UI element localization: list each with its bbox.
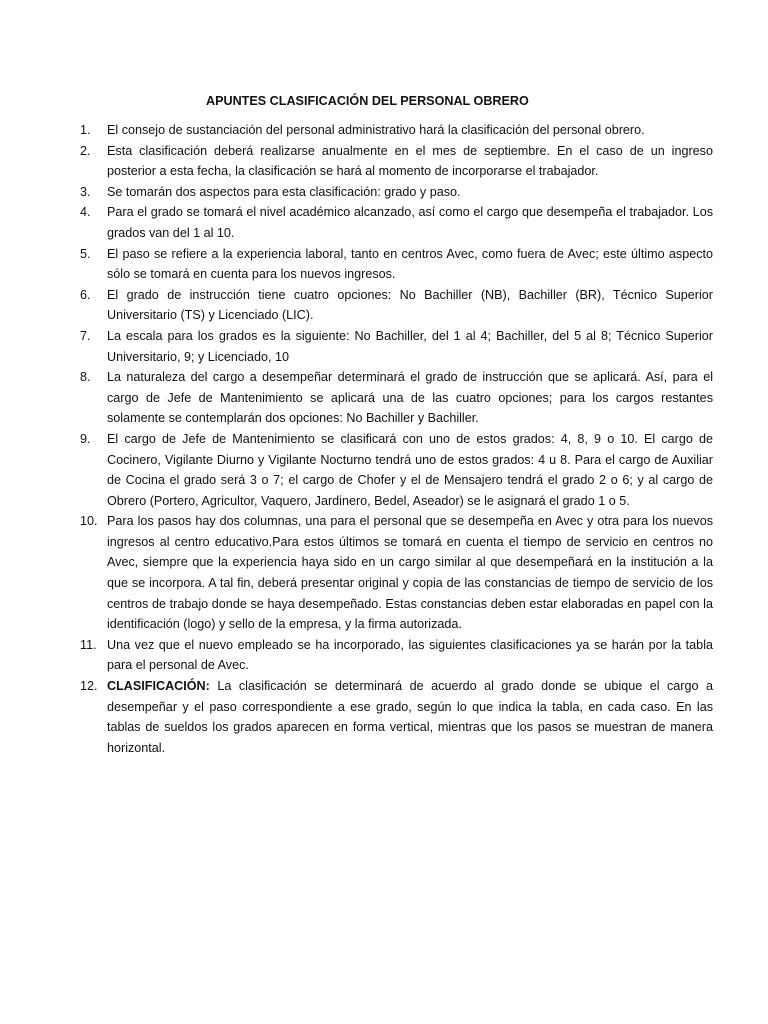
list-item <box>80 676 713 758</box>
list-item <box>80 511 713 635</box>
list-item <box>80 285 713 326</box>
item-text: El consejo de sustanciación del personal administrativo hará la clasificación del personal obrero. <box>107 123 645 137</box>
list-item <box>80 367 713 429</box>
item-number: 10. <box>80 514 98 529</box>
item-number: 8. <box>80 370 91 385</box>
item-number: 7. <box>80 328 91 343</box>
list-item <box>80 635 713 676</box>
list-item <box>80 202 713 243</box>
item-text: La naturaleza del cargo a desempeñar determinará el grado de instrucción que se aplicará. Así, para el cargo de Jefe de Mantenimiento se aplicará una de las cuatro opciones; para los cargos restantes solamente se contemplarán dos opciones: No Bachiller y Bachiller. <box>107 370 713 426</box>
item-text: El cargo de Jefe de Mantenimiento se clasificará con uno de estos grados: 4, 8, 9 o 10. El cargo de Cocinero, Vigilante Diurno y Vigilante Nocturno tendrá uno de estos grados: 4 u 8. Para el cargo de Auxiliar de Cocina el grado será 3 o 7; el cargo de Chofer y el de Mensajero tendrá el grado 2 o 6; y al cargo de Obrero (Portero, Agricultor, Vaquero, Jardinero, Bedel, Aseador) se le asignará el grado 1 o 5. <box>107 431 713 508</box>
numbered-list <box>80 120 713 758</box>
item-text: El paso se refiere a la experiencia laboral, tanto en centros Avec, como fuera de Avec; este último aspecto sólo se tomará en cuenta para los nuevos ingresos. <box>107 246 713 282</box>
item-number: 11. <box>80 637 97 652</box>
item-number: 1. <box>80 123 91 137</box>
item-number: 4. <box>80 205 91 220</box>
list-item <box>80 120 713 141</box>
list-item <box>80 326 713 367</box>
list-item <box>80 182 713 203</box>
item-text: Esta clasificación deberá realizarse anualmente en el mes de septiembre. En el caso de un ingreso posterior a esta fecha, la clasificación se hará al momento de incorporarse el trabajador. <box>107 143 713 179</box>
list-item <box>80 141 713 182</box>
list-item <box>80 429 713 511</box>
item-text: La escala para los grados es la siguiente: No Bachiller, del 1 al 4; Bachiller, del 5 al 8; Técnico Superior Universitario, 9; y Licenciado, 10 <box>107 328 713 364</box>
item-number: 12. <box>80 679 98 694</box>
list-item <box>80 244 713 285</box>
item-number: 9. <box>80 431 91 446</box>
item-text: Para el grado se tomará el nivel académico alcanzado, así como el cargo que desempeña el trabajador. Los grados van del 1 al 10. <box>107 205 713 240</box>
item-text: La clasificación se determinará de acuerdo al grado donde se ubique el cargo a desempeñar y el paso correspondiente a ese grado, según lo que indica la tabla, en cada caso. En las tablas de sueldos los grados aparecen en forma vertical, mientras que los pasos se muestran de manera horizontal. <box>107 679 713 755</box>
item-number: 5. <box>80 246 91 261</box>
item-text: Una vez que el nuevo empleado se ha incorporado, las siguientes clasificaciones ya se harán por la tabla para el personal de Avec. <box>107 637 713 673</box>
item-bold-lead: CLASIFICACIÓN: <box>107 679 210 694</box>
document-title: APUNTES CLASIFICACIÓN DEL PERSONAL OBRERO <box>206 94 529 108</box>
item-text: El grado de instrucción tiene cuatro opciones: No Bachiller (NB), Bachiller (BR), Técnico Superior Universitario (TS) y Licenciado (LIC). <box>107 287 713 323</box>
item-number: 3. <box>80 184 91 199</box>
item-number: 2. <box>80 143 91 158</box>
item-text: Para los pasos hay dos columnas, una para el personal que se desempeña en Avec y otra para los nuevos ingresos al centro educativo.Para estos últimos se tomará en cuenta el tiempo de servicio en centros no Avec, siempre que la experiencia haya sido en un cargo similar al que desempeñará en la institución a la que se incorpora. A tal fin, deberá presentar original y copia de las constancias de tiempo de servicio de los centros de trabajo donde se haya desempeñado. Estas constancias deben estar elaboradas en papel con la identificación (logo) y sello de la empresa, y la firma autorizada. <box>107 514 713 632</box>
item-text: Se tomarán dos aspectos para esta clasificación: grado y paso. <box>107 184 461 199</box>
item-number: 6. <box>80 287 91 302</box>
